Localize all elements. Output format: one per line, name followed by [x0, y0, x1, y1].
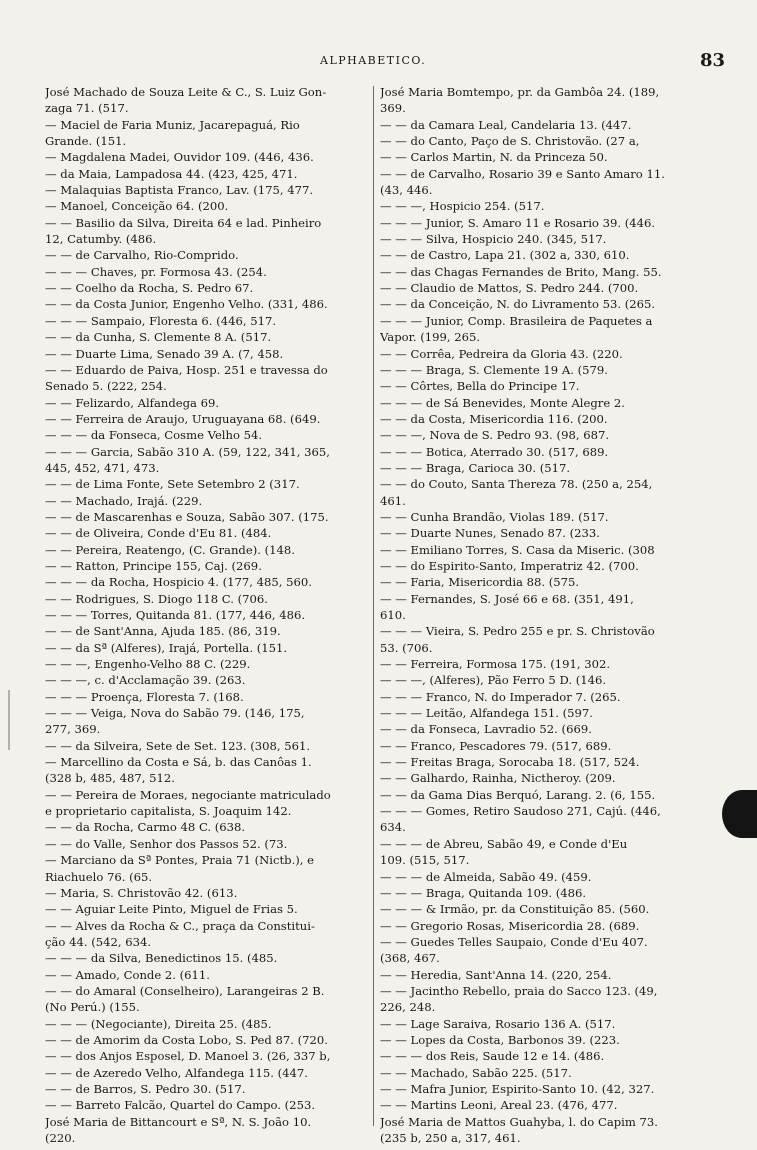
directory-entry-line: — — — Chaves, pr. Formosa 43. (254.	[45, 264, 267, 279]
directory-entry-line: José Maria de Bittancourt e Sª, N. S. João 10.	[45, 1114, 312, 1129]
directory-entry-line: (235 b, 250 a, 317, 461.	[380, 1131, 521, 1145]
directory-entry-line: — da Maia, Lampadosa 44. (423, 425, 471.	[45, 166, 298, 181]
directory-entry-line: — — —, (Alferes), Pão Ferro 5 D. (146.	[380, 673, 607, 688]
directory-entry-line: — — Claudio de Mattos, S. Pedro 244. (700.	[380, 281, 639, 296]
directory-entry-line: — — da Sª (Alferes), Irajá, Portella. (151.	[45, 640, 288, 655]
directory-entry-line: — — Pereira, Reatengo, (C. Grande). (148.	[45, 542, 295, 557]
directory-entry-line: (220.	[45, 1131, 76, 1145]
directory-entry-line: — — Eduardo de Paiva, Hosp. 251 e travessa do	[45, 362, 328, 377]
directory-entry-line: — — — de Sá Benevides, Monte Alegre 2.	[380, 395, 625, 410]
directory-entry-line: — — da Costa Junior, Engenho Velho. (331, 486.	[45, 297, 328, 312]
directory-entry-line: — — — da Silva, Benedictinos 15. (485.	[45, 951, 278, 966]
directory-entry-line: — — — Gomes, Retiro Saudoso 271, Cajú. (446,	[380, 804, 661, 819]
directory-entry-line: — Marcellino da Costa e Sá, b. das Canôas 1.	[45, 755, 312, 770]
directory-entry-line: — — de Carvalho, Rosario 39 e Santo Amaro 11.	[380, 166, 665, 181]
directory-entry-line: 610.	[380, 608, 406, 622]
directory-entry-line: — — Gregorio Rosas, Misericordia 28. (689.	[380, 918, 640, 933]
directory-entry-line: — — — da Rocha, Hospicio 4. (177, 485, 560.	[45, 575, 312, 590]
directory-entry-line: — — — Torres, Quitanda 81. (177, 446, 486.	[45, 608, 306, 622]
directory-entry-line: — — Duarte Nunes, Senado 87. (233.	[380, 526, 600, 541]
directory-entry-line: — — Basilio da Silva, Direita 64 e lad. Pinheiro	[45, 215, 322, 230]
directory-entry-line: — — de Oliveira, Conde d'Eu 81. (484.	[45, 526, 272, 541]
directory-entry-line: 461.	[380, 493, 406, 508]
directory-entry-line: — Maciel de Faria Muniz, Jacarepaguá, Rio	[45, 117, 300, 132]
directory-entry-line: — — de Castro, Lapa 21. (302 a, 330, 610.	[380, 248, 630, 263]
directory-entry-line: — — Ferreira, Formosa 175. (191, 302.	[380, 657, 611, 672]
directory-entry-line: — — Lopes da Costa, Barbonos 39. (223.	[380, 1032, 620, 1047]
directory-entry-line: — — Galhardo, Rainha, Nictheroy. (209.	[380, 771, 616, 786]
directory-entry-line: 369.	[380, 101, 406, 116]
directory-entry-line: ção 44. (542, 634.	[45, 934, 152, 949]
directory-entry-line: José Maria Bomtempo, pr. da Gambôa 24. (189,	[380, 85, 660, 99]
directory-entry-line: — — Martins Leoni, Areal 23. (476, 477.	[380, 1098, 618, 1113]
directory-entry-line: — — — Braga, Carioca 30. (517.	[380, 460, 571, 475]
directory-entry-line: — — Carlos Martin, N. da Princeza 50.	[380, 150, 608, 165]
directory-entry-line: — — — & Irmão, pr. da Constituição 85. (560.	[380, 902, 650, 917]
directory-entry-line: — — da Cunha, S. Clemente 8 A. (517.	[45, 330, 272, 345]
directory-entry-line: — — — dos Reis, Saude 12 e 14. (486.	[380, 1049, 605, 1064]
directory-entry-line: — — — (Negociante), Direita 25. (485.	[45, 1016, 272, 1031]
directory-entry-line: — — Fernandes, S. José 66 e 68. (351, 491,	[380, 591, 634, 606]
directory-entry-line: — — da Silveira, Sete de Set. 123. (308, 561.	[45, 738, 311, 753]
directory-entry-line: — — de Lima Fonte, Sete Setembro 2 (317.	[45, 477, 300, 492]
directory-entry-line: — — Cunha Brandão, Violas 189. (517.	[380, 509, 609, 524]
directory-entry-line: — — da Rocha, Carmo 48 C. (638.	[45, 820, 246, 835]
directory-entry-line: — — de Amorim da Costa Lobo, S. Ped 87. (720.	[45, 1032, 328, 1047]
directory-entry-line: — — — da Fonseca, Cosme Velho 54.	[45, 428, 263, 443]
directory-entry-line: — — dos Anjos Esposel, D. Manoel 3. (26, 337 b,	[45, 1049, 331, 1064]
directory-entry-line: — — Duarte Lima, Senado 39 A. (7, 458.	[45, 346, 284, 361]
directory-entry-line: Vapor. (199, 265.	[380, 330, 481, 345]
directory-entry-line: — — —, c. d'Acclamação 39. (263.	[45, 673, 246, 688]
directory-entry-line: — — de Sant'Anna, Ajuda 185. (86, 319.	[45, 624, 281, 639]
directory-entry-line: — — Emiliano Torres, S. Casa da Miseric. (308	[380, 542, 655, 557]
directory-entry-line: — — — Vieira, S. Pedro 255 e pr. S. Christovão	[380, 624, 655, 639]
directory-entry-line: — — Amado, Conde 2. (611.	[45, 967, 210, 982]
directory-entry-line: — — Freitas Braga, Sorocaba 18. (517, 524.	[380, 755, 640, 770]
directory-entry-line: Grande. (151.	[45, 134, 127, 149]
directory-entry-line: — — do Valle, Senhor dos Passos 52. (73.	[45, 836, 288, 851]
directory-entry-line: — — — de Abreu, Sabão 49, e Conde d'Eu	[380, 836, 628, 851]
directory-entry-line: — — Coelho da Rocha, S. Pedro 67.	[45, 281, 254, 296]
directory-entry-line: — — da Gama Dias Berquó, Larang. 2. (6, 155.	[380, 787, 656, 802]
directory-entry-line: zaga 71. (517.	[45, 101, 129, 116]
directory-entry-line: — — — de Almeida, Sabão 49. (459.	[380, 869, 592, 884]
directory-entry-line: — — Barreto Falcão, Quartel do Campo. (253.	[45, 1098, 316, 1113]
directory-entry-line: — — da Camara Leal, Candelaria 13. (447.	[380, 117, 632, 132]
directory-entry-line: — — de Mascarenhas e Souza, Sabão 307. (175.	[45, 509, 329, 524]
directory-entry-line: — — da Conceição, N. do Livramento 53. (265.	[380, 297, 656, 312]
directory-entry-line: — — — Garcia, Sabão 310 A. (59, 122, 341, 365,	[45, 444, 330, 459]
page-number: 83	[700, 50, 726, 71]
directory-entry-line: Riachuelo 76. (65.	[45, 869, 153, 884]
directory-entry-line: 277, 369.	[45, 722, 101, 737]
directory-entry-line: — — do Espirito-Santo, Imperatriz 42. (700.	[380, 558, 639, 573]
directory-entry-line: — — —, Engenho-Velho 88 C. (229.	[45, 657, 251, 672]
directory-entry-line: — — —, Hospicio 254. (517.	[380, 199, 545, 214]
directory-entry-line: — — — Sampaio, Floresta 6. (446, 517.	[45, 313, 277, 328]
directory-entry-line: — — —, Nova de S. Pedro 93. (98, 687.	[380, 428, 610, 443]
directory-entry-line: — — — Braga, Quitanda 109. (486.	[380, 885, 587, 900]
directory-entry-line: 12, Catumby. (486.	[45, 232, 157, 247]
directory-entry-line: José Machado de Souza Leite & C., S. Luiz Gon-	[45, 85, 327, 99]
running-title: ALPHABETICO.	[320, 54, 427, 67]
directory-entry-line: — — da Fonseca, Lavradio 52. (669.	[380, 722, 592, 737]
directory-entry-line: — — — Proença, Floresta 7. (168.	[45, 689, 244, 704]
directory-entry-line: — — — Botica, Aterrado 30. (517, 689.	[380, 444, 609, 459]
directory-entry-line: — — da Costa, Misericordia 116. (200.	[380, 411, 608, 426]
directory-entry-line: — — Guedes Telles Saupaio, Conde d'Eu 407.	[380, 934, 648, 949]
left-column	[45, 84, 367, 1146]
ink-blot	[722, 790, 757, 838]
directory-entry-line: — — — Franco, N. do Imperador 7. (265.	[380, 689, 621, 704]
directory-entry-line: — — das Chagas Fernandes de Brito, Mang. 55.	[380, 264, 662, 279]
directory-entry-line: (43, 446.	[380, 183, 433, 198]
directory-entry-line: — — de Carvalho, Rio-Comprido.	[45, 248, 239, 263]
column-divider	[373, 86, 374, 1126]
directory-entry-line: — — de Azeredo Velho, Alfandega 115. (447.	[45, 1065, 308, 1080]
directory-entry-line: 634.	[380, 820, 406, 835]
directory-entry-line: — — Jacintho Rebello, praia do Sacco 123. (49,	[380, 983, 658, 998]
directory-entry-line: — — — Silva, Hospicio 240. (345, 517.	[380, 232, 607, 247]
directory-entry-line: — — Aguiar Leite Pinto, Miguel de Frias 5.	[45, 902, 298, 917]
directory-entry-line: José Maria de Mattos Guahyba, l. do Capim 73.	[380, 1114, 658, 1129]
directory-entry-line: — — de Barros, S. Pedro 30. (517.	[45, 1081, 246, 1096]
directory-entry-line: (328 b, 485, 487, 512.	[45, 771, 175, 786]
directory-entry-line: — — — Veiga, Nova do Sabão 79. (146, 175,	[45, 706, 305, 721]
directory-entry-line: — — — Leitão, Alfandega 151. (597.	[380, 706, 593, 721]
directory-entry-line: — — — Junior, S. Amaro 11 e Rosario 39. (446.	[380, 215, 656, 230]
directory-entry-line: 109. (515, 517.	[380, 853, 470, 868]
directory-entry-line: 445, 452, 471, 473.	[45, 460, 160, 475]
directory-entry-line: e proprietario capitalista, S. Joaquim 142.	[45, 804, 292, 819]
directory-entry-line: — — Mafra Junior, Espirito-Santo 10. (42, 327.	[380, 1081, 655, 1096]
directory-entry-line: — — — Braga, S. Clemente 19 A. (579.	[380, 362, 608, 377]
right-column	[380, 84, 715, 1146]
directory-entry-line: 226, 248.	[380, 1000, 436, 1015]
margin-scratch	[8, 690, 10, 750]
directory-entry-line: (No Perú.) (155.	[45, 1000, 140, 1015]
directory-entry-line: — — Pereira de Moraes, negociante matriculado	[45, 787, 331, 802]
directory-entry-line: — — do Canto, Paço de S. Christovão. (27 a,	[380, 134, 640, 149]
directory-entry-line: Senado 5. (222, 254.	[45, 379, 167, 394]
directory-entry-line: — — Felizardo, Alfandega 69.	[45, 395, 220, 410]
directory-entry-line: — — Ratton, Principe 155, Caj. (269.	[45, 558, 262, 573]
directory-entry-line: — Magdalena Madei, Ouvidor 109. (446, 436.	[45, 150, 314, 165]
directory-entry-line: — — Heredia, Sant'Anna 14. (220, 254.	[380, 967, 612, 982]
directory-entry-line: — — do Amaral (Conselheiro), Larangeiras 2 B.	[45, 983, 325, 998]
directory-entry-line: — — Machado, Irajá. (229.	[45, 493, 203, 508]
directory-entry-line: 53. (706.	[380, 640, 433, 655]
directory-entry-line: — Marciano da Sª Pontes, Praia 71 (Nictb.), e	[45, 853, 315, 868]
directory-entry-line: — — Machado, Sabão 225. (517.	[380, 1065, 572, 1080]
directory-entry-line: — Manoel, Conceição 64. (200.	[45, 199, 229, 214]
directory-entry-line: — — Alves da Rocha & C., praça da Constitui-	[45, 918, 315, 933]
directory-entry-line: — — Corrêa, Pedreira da Gloria 43. (220.	[380, 346, 623, 361]
directory-entry-line: — — Faria, Misericordia 88. (575.	[380, 575, 580, 590]
directory-entry-line: — — Franco, Pescadores 79. (517, 689.	[380, 738, 612, 753]
directory-entry-line: — — — Junior, Comp. Brasileira de Paquetes a	[380, 313, 653, 328]
directory-entry-line: — — Lage Saraiva, Rosario 136 A. (517.	[380, 1016, 616, 1031]
directory-entry-line: — — Côrtes, Bella do Principe 17.	[380, 379, 580, 394]
directory-entry-line: — Malaquias Baptista Franco, Lav. (175, 477.	[45, 183, 314, 198]
directory-entry-line: (368, 467.	[380, 951, 440, 966]
directory-entry-line: — — Ferreira de Araujo, Uruguayana 68. (649.	[45, 411, 321, 426]
directory-entry-line: — Maria, S. Christovão 42. (613.	[45, 885, 238, 900]
directory-entry-line: — — do Couto, Santa Thereza 78. (250 a, 254,	[380, 477, 653, 492]
directory-entry-line: — — Rodrigues, S. Diogo 118 C. (706.	[45, 591, 268, 606]
page-header	[0, 50, 757, 74]
